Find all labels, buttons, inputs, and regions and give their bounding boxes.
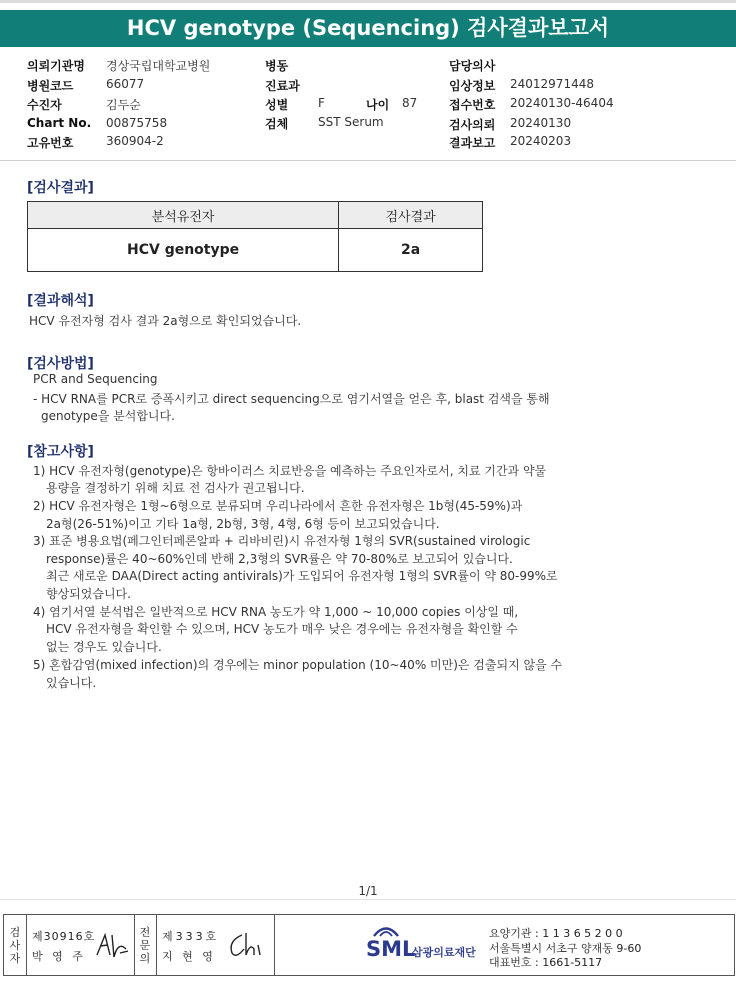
patient-label: 수진자 (27, 98, 62, 112)
note-line: 향상되었습니다. (46, 587, 131, 601)
report-date-label: 결과보고 (449, 136, 496, 150)
note-line: HCV 유전자형을 확인할 수 있으며, HCV 농도가 매우 낮은 경우에는 유전자형을 확인할 수 (46, 622, 518, 636)
note-line: 1) HCV 유전자형(genotype)은 항바이러스 치료반응을 예측하는 주요인자로서, 치료 기간과 약물 (33, 464, 547, 478)
specimen-label: 검체 (265, 117, 289, 131)
method-heading: [검사방법] (27, 356, 94, 372)
receipt-no-value: 20240130-46404 (510, 96, 614, 110)
logo-arc-icon (372, 923, 400, 937)
specimen-value: SST Serum (318, 115, 384, 129)
clinical-info-value: 24012971448 (510, 77, 594, 91)
unique-no-label: 고유번호 (27, 136, 74, 150)
specialist-name: 지 현 영 (162, 950, 216, 963)
top-rule (0, 0, 736, 3)
hospital-name-label: 의뢰기관명 (27, 59, 85, 73)
institution-code: 요양기관 : 1 1 3 6 5 2 0 0 (489, 927, 623, 940)
note-line: 최근 새로운 DAA(Direct acting antivirals)가 도입되어 유전자형 1형의 SVR률이 약 80-99%로 (46, 569, 558, 583)
note-line: 2a형(26-51%)이고 기타 1a형, 2b형, 3형, 4형, 6형 등이 보고되었습니다. (46, 517, 440, 531)
patient-value: 김두순 (106, 98, 141, 112)
hospital-code-label: 병원코드 (27, 79, 74, 93)
note-line: 없는 경우도 있습니다. (46, 640, 162, 654)
note-line: response)률은 40~60%인데 반해 2,3형의 SVR률은 약 70-80%로 보고되어 있습니다. (46, 552, 513, 566)
request-date-value: 20240130 (510, 116, 572, 130)
sex-label: 성별 (265, 98, 289, 112)
department-label: 진료과 (265, 79, 300, 93)
note-line: 2) HCV 유전자형은 1형~6형으로 분류되며 우리나라에서 흔한 유전자형은 1b형(45-59%)과 (33, 499, 523, 513)
examiner-label-cell (4, 915, 27, 975)
note-line: 5) 혼합감염(mixed infection)의 경우에는 minor population (10~40% 미만)은 검출되지 않을 수 (33, 658, 563, 672)
request-date-label: 검사의뢰 (449, 118, 496, 132)
header-divider (0, 160, 736, 161)
unique-no-value: 360904-2 (106, 134, 164, 148)
age-label: 나이 (366, 98, 390, 112)
examiner-signature (93, 929, 131, 961)
examiner-label: 검 사 자 (9, 926, 21, 965)
examiner-name: 박 영 주 (32, 950, 86, 963)
specialist-label: 전 문 의 (139, 926, 151, 965)
specialist-cell (156, 915, 275, 975)
specialist-signature (226, 929, 266, 961)
result-cell: 2a (339, 229, 483, 272)
specialist-license-no: 제333호 (162, 930, 220, 943)
interpretation-heading: [결과해석] (27, 293, 94, 309)
footer-box (3, 914, 735, 976)
examiner-license-no: 제30916호 (32, 930, 96, 943)
result-heading: [검사결과] (27, 180, 94, 196)
receipt-no-label: 접수번호 (449, 98, 496, 112)
notes-heading: [참고사항] (27, 444, 94, 460)
report-date-value: 20240203 (510, 134, 572, 148)
hospital-name-value: 경상국립대학교병원 (106, 59, 211, 73)
method-line: PCR and Sequencing (33, 372, 158, 386)
ward-label: 병동 (265, 59, 289, 73)
page-number: 1/1 (358, 884, 378, 898)
logo-mark: SML (366, 937, 416, 961)
chart-no-value: 00875758 (106, 116, 168, 130)
method-line: - HCV RNA를 PCR로 증폭시키고 direct sequencing으로 염기서열을 얻은 후, blast 검색을 통해 (33, 392, 550, 406)
result-column-header: 검사결과 (339, 202, 483, 229)
chart-no-label: Chart No. (27, 116, 92, 130)
interpretation-text: HCV 유전자형 검사 결과 2a형으로 확인되었습니다. (29, 314, 302, 328)
gene-cell: HCV genotype (28, 229, 339, 272)
organization-address: 서울특별시 서초구 양재동 9-60 (489, 942, 642, 955)
doctor-label: 담당의사 (449, 59, 496, 73)
clinical-info-label: 임상정보 (449, 79, 496, 93)
method-line: genotype을 분석합니다. (41, 409, 175, 423)
organization-name: 삼광의료재단 (412, 946, 476, 959)
footer-divider (0, 899, 736, 900)
examiner-cell (26, 915, 135, 975)
note-line: 있습니다. (46, 676, 97, 690)
result-table (27, 201, 483, 272)
sex-value: F (318, 96, 325, 110)
hospital-code-value: 66077 (106, 77, 145, 91)
specialist-label-cell (134, 915, 157, 975)
gene-column-header: 분석유전자 (28, 202, 339, 229)
age-value: 87 (402, 96, 418, 110)
phone-number: 대표번호 : 1661-5117 (489, 956, 603, 969)
note-line: 4) 염기서열 분석법은 일반적으로 HCV RNA 농도가 약 1,000 ~ 10,000 copies 이상일 때, (33, 605, 519, 619)
report-title: HCV genotype (Sequencing) 검사결과보고서 (0, 10, 736, 47)
note-line: 용량을 결정하기 위해 치료 전 검사가 권고됩니다. (46, 481, 305, 495)
note-line: 3) 표준 병용요법(페그인터페론알파 + 리바비린)시 유전자형 1형의 SVR(sustained virologic (33, 534, 531, 548)
